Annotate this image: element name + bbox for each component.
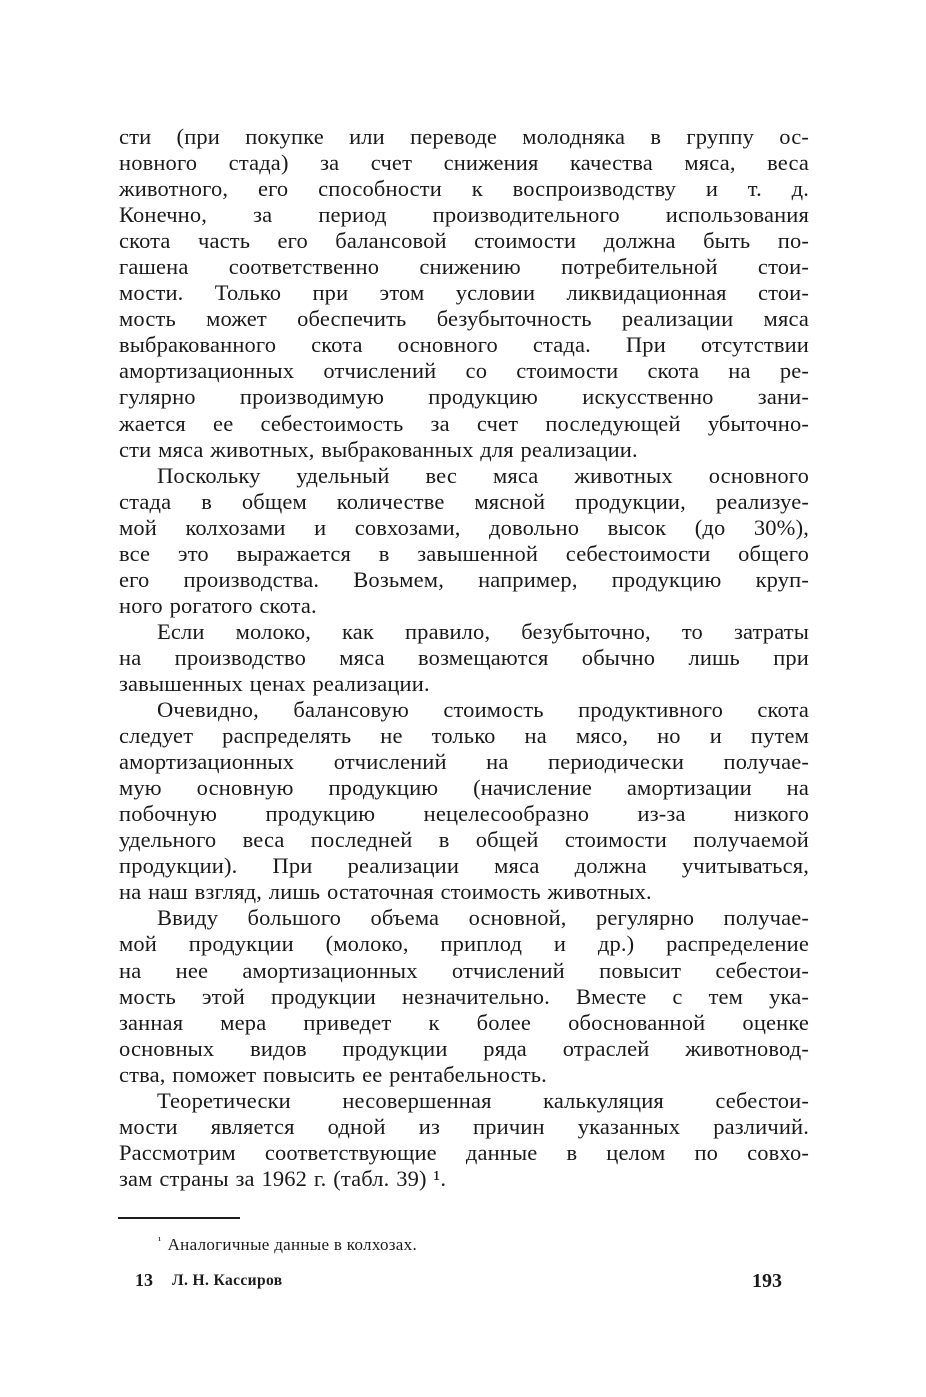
- text-line: гулярно производимую продукцию искусственно зани-: [119, 384, 809, 410]
- text-line: на нее амортизационных отчислений повысит себестои-: [119, 957, 809, 983]
- text-line: стада в общем количестве мясной продукции, реализуе-: [119, 488, 809, 514]
- text-line: новного стада) за счет снижения качества мяса, веса: [119, 150, 809, 176]
- paragraph-start-line: Ввиду большого объема основной, регулярно получае-: [157, 905, 809, 931]
- main-text: [119, 124, 809, 1192]
- text-line: удельного веса последней в общей стоимости получаемой: [119, 827, 809, 853]
- paragraph-end-line: на наш взгляд, лишь остаточная стоимость животных.: [119, 879, 652, 905]
- paragraph-end-line: зам страны за 1962 г. (табл. 39) ¹.: [119, 1165, 447, 1191]
- text-line: выбракованного скота основного стада. При отсутствии: [119, 332, 809, 358]
- signature-author: Л. Н. Кассиров: [172, 1272, 283, 1289]
- footnote-marker: ¹: [158, 1235, 162, 1247]
- text-line: все это выражается в завышенной себестоимости общего: [119, 540, 809, 566]
- paragraph-end-line: ства, поможет повысить ее рентабельность.: [119, 1061, 547, 1087]
- paragraph-start-line: Поскольку удельный вес мяса животных основного: [157, 462, 809, 488]
- text-line: мую основную продукцию (начисление амортизации на: [119, 775, 809, 801]
- paragraph-start-line: Теоретически несовершенная калькуляция себестои-: [157, 1087, 809, 1113]
- text-line: побочную продукцию нецелесообразно из-за низкого: [119, 801, 809, 827]
- text-line: сти (при покупке или переводе молодняка в группу ос-: [119, 124, 809, 149]
- paragraph-start-line: Если молоко, как правило, безубыточно, то затраты: [157, 618, 809, 644]
- paragraph-end-line: сти мяса животных, выбракованных для реализации.: [119, 436, 638, 462]
- footnote-divider: [118, 1217, 240, 1219]
- footnote-text: Аналогичные данные в колхозах.: [167, 1235, 417, 1254]
- text-line: его производства. Возьмем, например, продукцию круп-: [119, 566, 809, 592]
- page-number: 193: [752, 1270, 782, 1292]
- text-line: следует распределять не только на мясо, но и путем: [119, 723, 809, 749]
- text-line: амортизационных отчислений со стоимости скота на ре-: [119, 358, 809, 384]
- text-line: мости является одной из причин указанных различий.: [119, 1113, 809, 1139]
- paragraph-end-line: ного рогатого скота.: [119, 592, 317, 618]
- text-line: мой продукции (молоко, приплод и др.) распределение: [119, 931, 809, 957]
- text-line: амортизационных отчислений на периодически получае-: [119, 749, 809, 775]
- paragraph-start-line: Очевидно, балансовую стоимость продуктивного скота: [157, 697, 809, 723]
- text-line: гашена соответственно снижению потребительной стои-: [119, 254, 809, 280]
- text-line: животного, его способности к воспроизводству и т. д.: [119, 176, 809, 202]
- text-line: на производство мяса возмещаются обычно лишь при: [119, 644, 809, 670]
- text-line: основных видов продукции ряда отраслей животновод-: [119, 1035, 809, 1061]
- text-line: мость этой продукции незначительно. Вместе с тем ука-: [119, 983, 809, 1009]
- text-line: жается ее себестоимость за счет последующей убыточно-: [119, 410, 809, 436]
- signature-number: 13: [135, 1270, 153, 1290]
- text-line: мой колхозами и совхозами, довольно высок (до 30%),: [119, 514, 809, 540]
- paragraph-end-line: завышенных ценах реализации.: [119, 670, 430, 696]
- text-line: мость может обеспечить безубыточность реализации мяса: [119, 306, 809, 332]
- text-line: Рассмотрим соответствующие данные в целом по совхо-: [119, 1139, 809, 1165]
- text-line: занная мера приведет к более обоснованной оценке: [119, 1009, 809, 1035]
- text-line: Конечно, за период производительного использования: [119, 202, 809, 228]
- footnote: [158, 1235, 417, 1255]
- text-line: продукции). При реализации мяса должна учитываться,: [119, 853, 809, 879]
- text-line: скота часть его балансовой стоимости должна быть по-: [119, 228, 809, 254]
- text-line: мости. Только при этом условии ликвидационная стои-: [119, 280, 809, 306]
